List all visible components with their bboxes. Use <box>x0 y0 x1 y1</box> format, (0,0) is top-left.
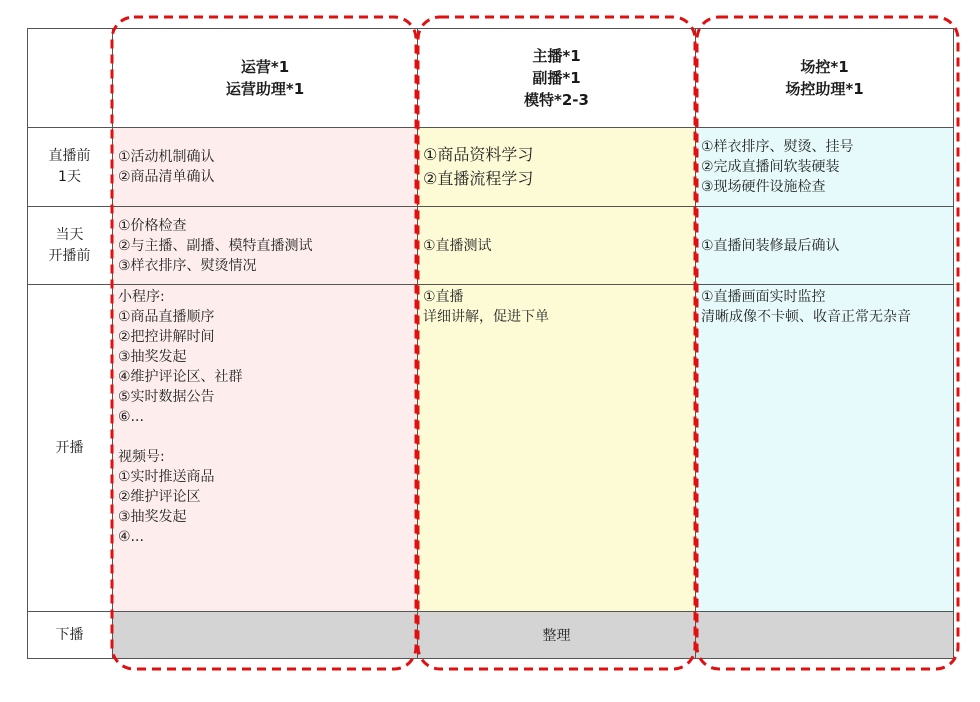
header-operations <box>113 28 418 128</box>
header-text: 副播*1 <box>532 68 581 87</box>
header-text: 场控助理*1 <box>785 79 864 98</box>
task-item: 视频号: <box>118 449 165 465</box>
cell-field-same-day <box>696 207 954 285</box>
task-item: ①直播 <box>423 289 464 305</box>
task-item: ④... <box>118 529 144 545</box>
task-item: ①活动机制确认 <box>118 149 215 165</box>
row-label-text: 下播 <box>55 626 84 643</box>
cell-operations-same-day <box>113 207 418 285</box>
cell-anchors-live <box>418 285 696 612</box>
corner-cell <box>27 28 113 128</box>
task-item: ①价格检查 <box>118 217 187 234</box>
row-label-live <box>27 285 113 612</box>
row-label-text: 1天 <box>58 169 81 185</box>
cell-anchors-day-before <box>418 128 696 207</box>
task-item: ③样衣排序、熨烫情况 <box>118 257 257 274</box>
task-item: ①商品直播顺序 <box>118 309 215 325</box>
task-item: ③抽奖发起 <box>118 349 187 365</box>
task-item: ①直播画面实时监控 <box>701 289 826 305</box>
task-item: ①样衣排序、熨烫、挂号 <box>701 139 854 155</box>
task-item: ②商品清单确认 <box>118 169 215 185</box>
task-item: 整理 <box>542 628 571 644</box>
row-label-same-day <box>27 207 113 285</box>
row-label-day-before <box>27 128 113 207</box>
cell-field-day-before <box>696 128 954 207</box>
cell-operations-live <box>113 285 418 612</box>
task-item: 清晰成像不卡顿、收音正常无杂音 <box>701 309 911 325</box>
task-item: ③现场硬件设施检查 <box>701 179 826 195</box>
task-item: ②维护评论区 <box>118 489 201 505</box>
row-label-end <box>27 612 113 659</box>
spacer <box>118 427 417 447</box>
task-item: ⑥... <box>118 409 144 425</box>
row-label-text: 开播 <box>55 439 84 456</box>
cell-operations-day-before <box>113 128 418 207</box>
header-field-control <box>696 28 954 128</box>
task-item: ②直播流程学习 <box>423 169 534 188</box>
cell-field-end <box>696 612 954 659</box>
header-text: 场控*1 <box>800 57 849 76</box>
task-item: ④维护评论区、社群 <box>118 369 243 385</box>
task-item: ①商品资料学习 <box>423 145 534 164</box>
cell-anchors-same-day <box>418 207 696 285</box>
header-text: 主播*1 <box>532 46 581 65</box>
task-item: ②把控讲解时间 <box>118 329 215 345</box>
task-item: ⑤实时数据公告 <box>118 389 215 405</box>
row-label-text: 开播前 <box>48 247 91 264</box>
task-item: ②完成直播间软装硬装 <box>701 159 840 175</box>
task-item: ①直播测试 <box>423 237 492 254</box>
task-item: ①直播间装修最后确认 <box>701 237 840 254</box>
header-text: 运营助理*1 <box>225 79 305 98</box>
row-label-text: 直播前 <box>48 148 91 164</box>
schedule-table <box>27 28 954 659</box>
task-item: ③抽奖发起 <box>118 509 187 525</box>
task-item: 小程序: <box>118 289 165 305</box>
cell-anchors-end <box>418 612 696 659</box>
header-text: 运营*1 <box>240 57 290 76</box>
cell-field-live <box>696 285 954 612</box>
task-item: 详细讲解，促进下单 <box>423 309 549 325</box>
task-item: ①实时推送商品 <box>118 469 215 485</box>
header-anchors <box>418 28 696 128</box>
row-label-text: 当天 <box>55 226 84 243</box>
header-text: 模特*2-3 <box>524 90 589 109</box>
task-item: ②与主播、副播、模特直播测试 <box>118 237 313 254</box>
cell-operations-end <box>113 612 418 659</box>
